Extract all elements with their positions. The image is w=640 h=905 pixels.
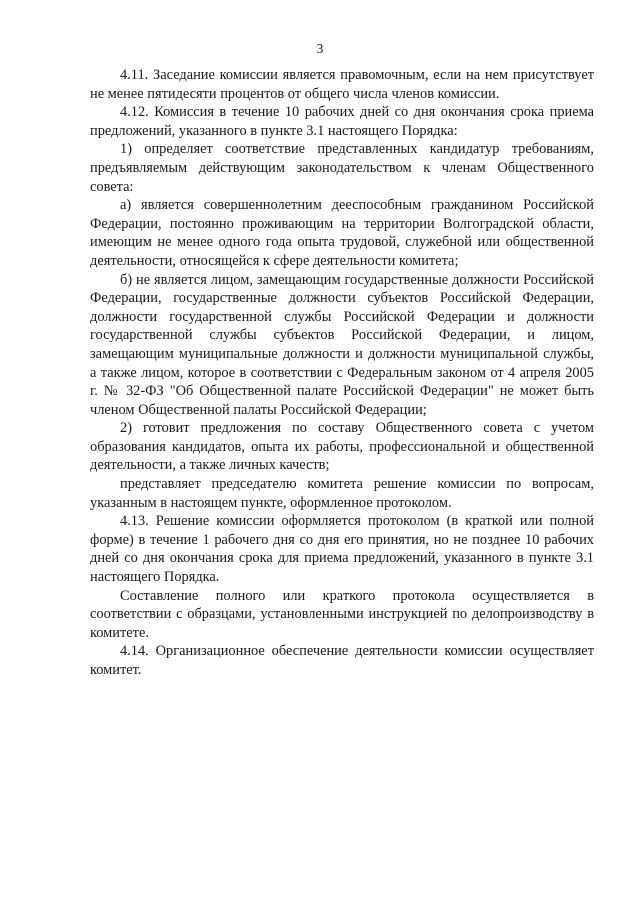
paragraph-4-12-item-1: 1) определяет соответствие представленных кандидатур требованиям, предъявляемым действующим законодательством к членам Общественного совета: bbox=[90, 141, 594, 195]
document-body bbox=[90, 66, 594, 680]
paragraph-4-14: 4.14. Организационное обеспечение деятельности комиссии осуществляет комитет. bbox=[90, 643, 594, 678]
paragraph-4-12: 4.12. Комиссия в течение 10 рабочих дней со дня окончания срока приема предложений, указанного в пункте 3.1 настоящего Порядка: bbox=[90, 104, 594, 139]
paragraph-4-12-conclusion: представляет председателю комитета решение комиссии по вопросам, указанным в настоящем пункте, оформленное протоколом. bbox=[90, 476, 594, 511]
paragraph-4-12-item-2: 2) готовит предложения по составу Общественного совета с учетом образования кандидатов, опыта их работы, профессиональной и общественной деятельности, а также личных качеств; bbox=[90, 420, 594, 474]
page-number: 3 bbox=[316, 41, 324, 56]
paragraph-4-13: 4.13. Решение комиссии оформляется протоколом (в краткой или полной форме) в течение 1 рабочего дня со дня его принятия, но не позднее 10 рабочих дней со дня окончания срока для приема предложений, указанного в пункте 3.1 настоящего Порядка. bbox=[90, 513, 594, 586]
paragraph-4-12-subitem-a: а) является совершеннолетним дееспособным гражданином Российской Федерации, постоянно проживающим на территории Волгоградской области, имеющим не менее одного года опыта трудовой, служебной или общественной деятельности, относящейся к сфере деятельности комитета; bbox=[90, 197, 594, 269]
paragraph-4-12-subitem-b: б) не является лицом, замещающим государственные должности Российской Федерации, государственные должности субъектов Российской Федерации, должности государственной службы Российской Федерации и должности государственной службы субъектов Российской Федерации, и лицом, замещающим муниципальные должности и должности муниципальной службы, а также лицом, которое в соответствии с Федеральным законом от 4 апреля 2005 г. № 32-ФЗ "Об Общественной палате Российской Федерации" не может быть членом Общественной палаты Российской Федерации; bbox=[90, 271, 594, 418]
paragraph-4-11: 4.11. Заседание комиссии является правомочным, если на нем присутствует не менее пятидесяти процентов от общего числа членов комиссии. bbox=[90, 67, 594, 102]
paragraph-4-13-protocol: Составление полного или краткого протокола осуществляется в соответствии с образцами, установленными инструкцией по делопроизводству в комитете. bbox=[90, 587, 594, 641]
